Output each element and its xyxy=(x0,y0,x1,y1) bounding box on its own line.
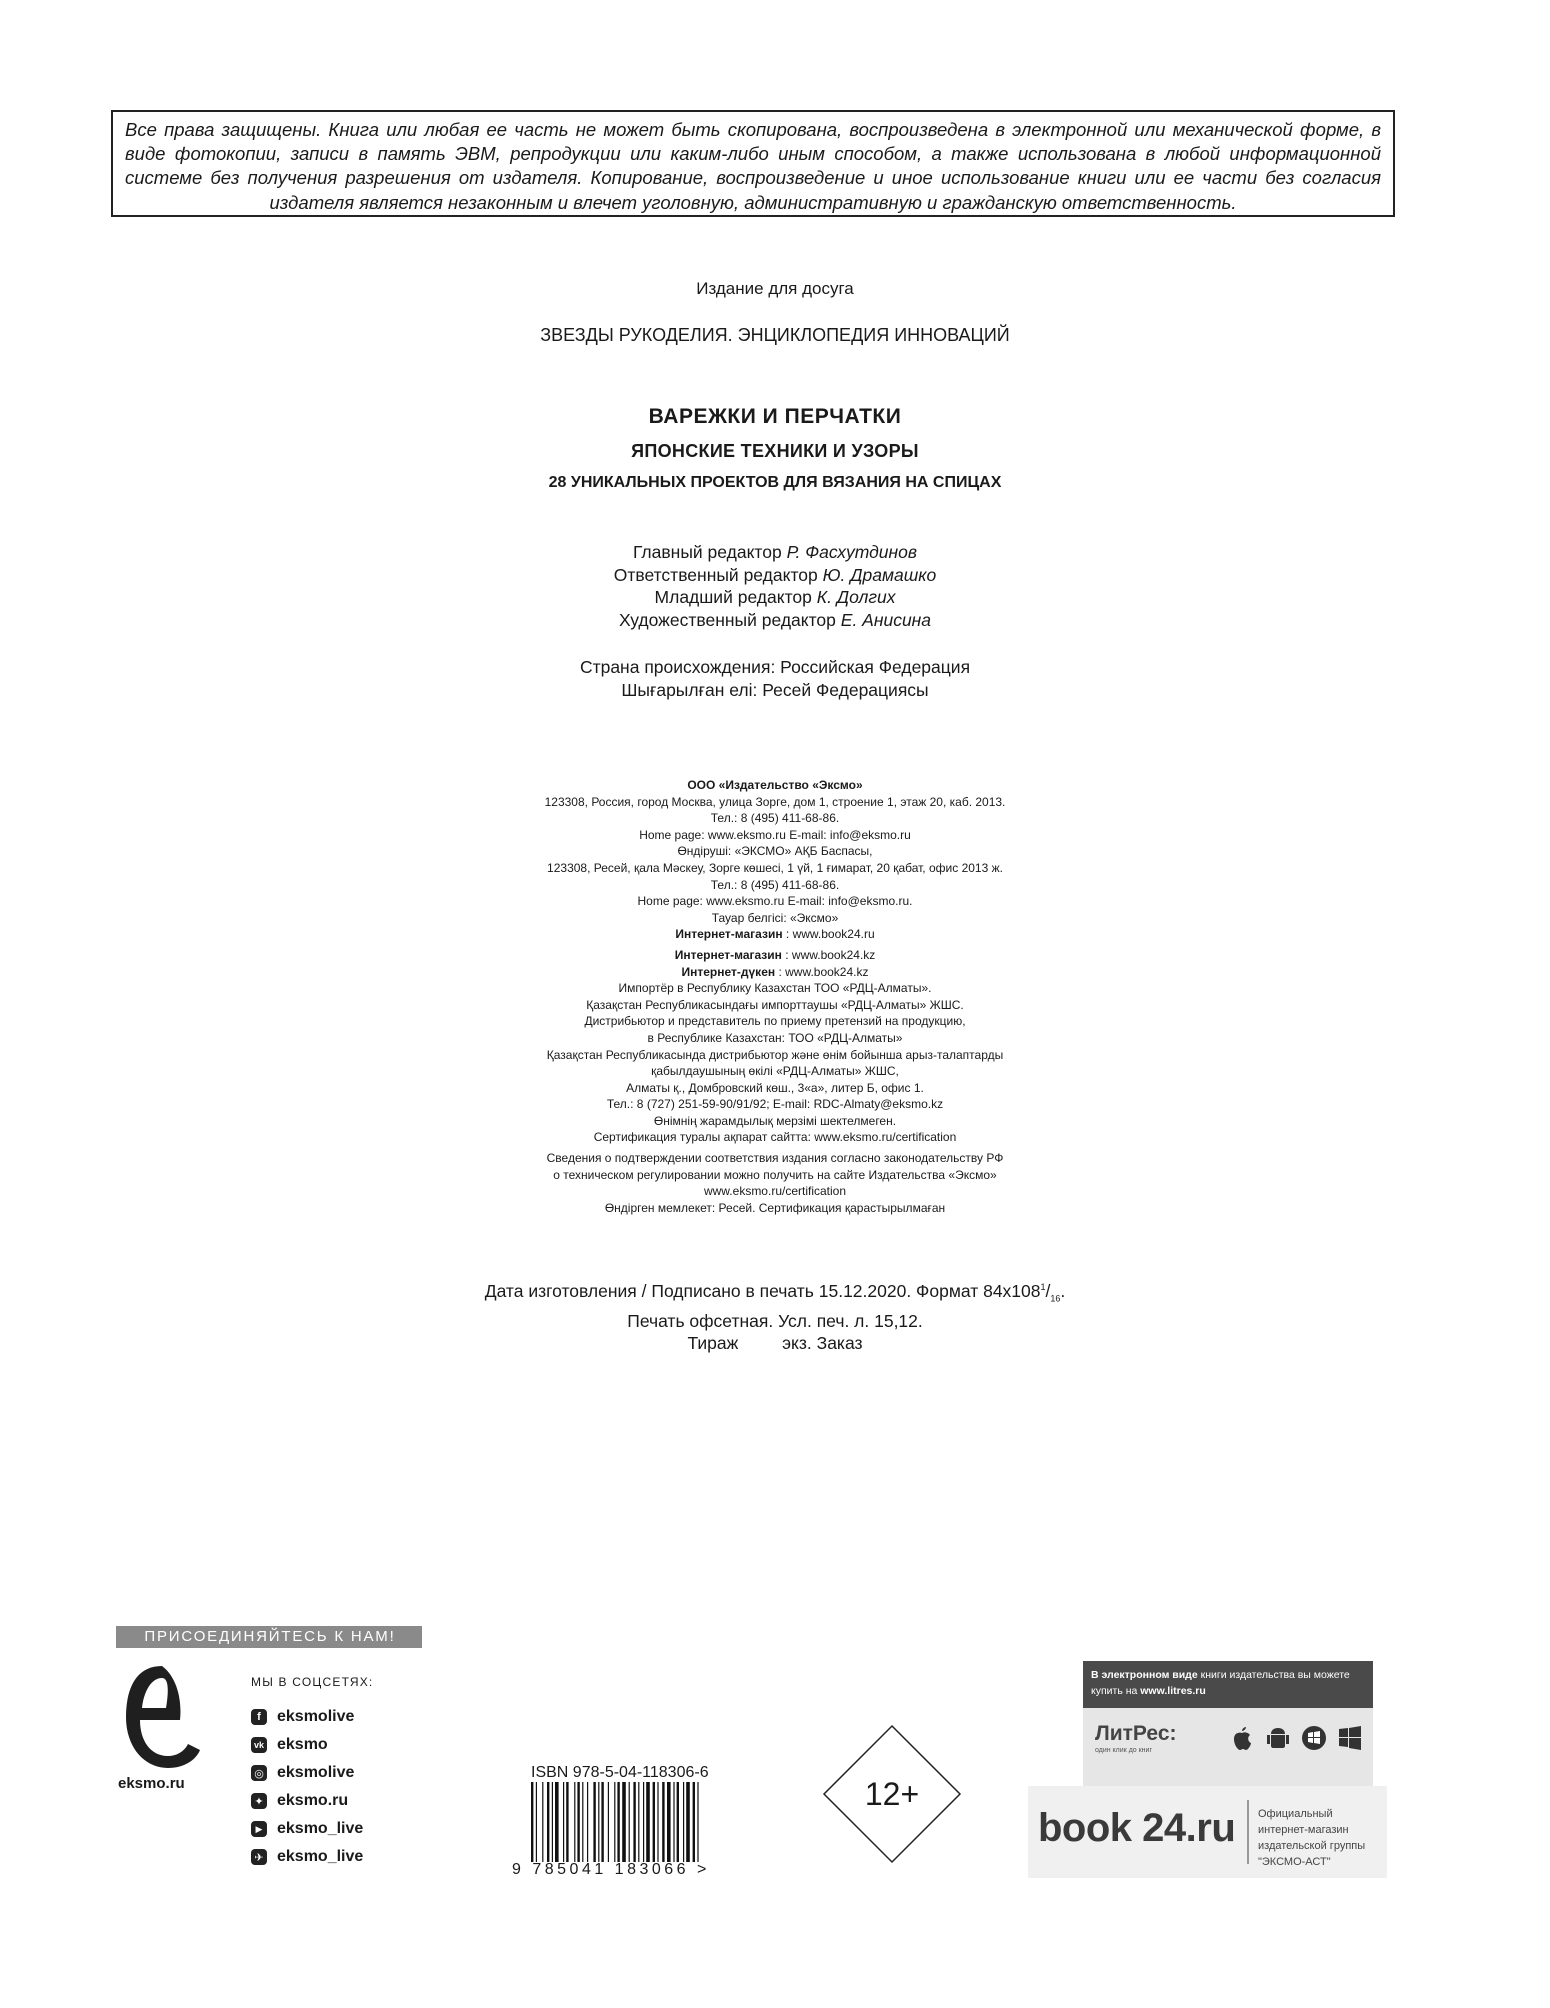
twitter-icon: ✈ xyxy=(251,1849,267,1865)
print-details xyxy=(0,1276,1550,1355)
barcode-bar xyxy=(693,1782,695,1862)
barcode-bar xyxy=(638,1782,639,1862)
facebook-icon: f xyxy=(251,1709,267,1725)
social-link-eksmo-ru[interactable]: ✦ eksmo.ru xyxy=(251,1791,348,1811)
barcode-bar xyxy=(646,1782,650,1862)
barcode-bar xyxy=(542,1782,543,1862)
instagram-icon: ◎ xyxy=(251,1765,267,1781)
edition-type: Издание для досуга xyxy=(696,279,854,298)
barcode-bar xyxy=(547,1782,549,1862)
print-type: Печать офсетная. Усл. печ. л. 15,12. xyxy=(627,1310,923,1331)
imprint-line: Дистрибьютор и представитель по приему претензий на продукцию, xyxy=(584,1014,966,1029)
windows-phone-icon xyxy=(1300,1724,1328,1752)
imprint-shop-kz2: Интернет-дүкен : www.book24.kz xyxy=(681,964,869,979)
imprint-line: Тауар белгісі: «Эксмо» xyxy=(711,910,839,925)
publisher-imprint xyxy=(0,777,1550,1216)
origin-kz: Шығарылған елі: Ресей Федерациясы xyxy=(621,679,929,700)
barcode-bar xyxy=(587,1782,588,1862)
barcode-bar xyxy=(697,1782,698,1862)
windows-icon xyxy=(1336,1724,1364,1752)
social-link-youtube[interactable]: ▶ eksmo_live xyxy=(251,1819,363,1839)
barcode-bar xyxy=(683,1782,684,1862)
imprint-line: Өнімнің жарамдылық мерзімі шектелмеген. xyxy=(653,1113,897,1128)
barcode-bar xyxy=(582,1782,583,1862)
cert-line: www.eksmo.ru/certification xyxy=(703,1184,847,1199)
join-us-banner: ПРИСОЕДИНЯЙТЕСЬ К НАМ! xyxy=(116,1626,422,1648)
book-subtitle: ЯПОНСКИЕ ТЕХНИКИ И УЗОРЫ xyxy=(631,441,919,461)
editors-list xyxy=(0,541,1550,631)
litres-banner: В электронном виде книги издательства вы можете купить на www.litres.ru xyxy=(1083,1661,1373,1708)
barcode-bar xyxy=(617,1782,619,1862)
book-title: ВАРЕЖКИ И ПЕРЧАТКИ xyxy=(648,405,902,428)
barcode-bar xyxy=(629,1782,630,1862)
imprint-line: Қазақстан Республикасындағы импорттаушы «РДЦ-Алматы» ЖШС. xyxy=(586,997,964,1012)
imprint-shop-kz: Интернет-магазин : www.book24.kz xyxy=(674,947,876,962)
book-subtitle-secondary: 28 УНИКАЛЬНЫХ ПРОЕКТОВ ДЛЯ ВЯЗАНИЯ НА СПИЦАХ xyxy=(548,474,1002,491)
imprint-line: в Республике Казахстан: ТОО «РДЦ-Алматы» xyxy=(647,1030,903,1045)
imprint-line: Тел.: 8 (495) 411-68-86. xyxy=(710,811,840,826)
barcode-bar xyxy=(536,1782,537,1862)
imprint-line: Сертификация туралы ақпарат сайтта: www.eksmo.ru/certification xyxy=(593,1130,957,1145)
age-rating: 12+ xyxy=(864,1776,920,1812)
social-link-vk[interactable]: vk eksmo xyxy=(251,1735,328,1755)
barcode-bar xyxy=(531,1782,533,1862)
cert-line: Өндірген мемлекет: Ресей. Сертификация қарастырылмаған xyxy=(604,1200,946,1215)
book24-description: Официальный интернет-магазин издательской группы "ЭКСМО-АСТ" xyxy=(1258,1808,1366,1868)
barcode-bar xyxy=(555,1782,559,1862)
barcode-bar xyxy=(673,1782,674,1862)
barcode-bar xyxy=(633,1782,635,1862)
social-heading: МЫ В СОЦСЕТЯХ: xyxy=(251,1675,374,1689)
imprint-line: 123308, Россия, город Москва, улица Зорге, дом 1, строение 1, этаж 20, каб. 2013. xyxy=(544,794,1006,809)
imprint-line: Home page: www.eksmo.ru E-mail: info@eksmo.ru xyxy=(639,827,911,842)
editor-line: Ответственный редактор Ю. Драмашко xyxy=(613,564,937,585)
book24-logo: book 24.ru xyxy=(1038,1806,1236,1850)
barcode-bar xyxy=(622,1782,626,1862)
barcode-bar xyxy=(574,1782,575,1862)
android-icon xyxy=(1264,1724,1292,1752)
imprint-line: Алматы қ., Домбровский көш., 3«а», литер Б, офис 1. xyxy=(626,1080,924,1095)
editor-line: Главный редактор Р. Фасхутдинов xyxy=(632,542,918,562)
publisher-name: ООО «Издательство «Эксмо» xyxy=(687,778,863,792)
barcode xyxy=(531,1782,745,1862)
social-link-facebook[interactable]: f eksmolive xyxy=(251,1707,354,1727)
social-link-twitter[interactable]: ✈ eksmo_live xyxy=(251,1847,363,1867)
copyright-notice: Все права защищены. Книга или любая ее часть не может быть скопирована, воспроизведена в электронной или механической форме, в виде фотокопии, записи в память ЭВМ, репродукции или каким-либо иным способом, а также использована в любой информационной системе без получения разрешения от издателя. Копирование, воспроизведение и иное использование книги или ее части без согласия издателя является незаконным и влечет уголовную, административную и гражданскую ответственность. xyxy=(111,110,1395,217)
editor-line: Художественный редактор Е. Анисина xyxy=(618,609,932,630)
barcode-bar xyxy=(614,1782,615,1862)
divider xyxy=(1247,1800,1249,1864)
imprint-line: Home page: www.eksmo.ru E-mail: info@eksmo.ru. xyxy=(637,894,913,909)
origin-ru: Страна происхождения: Российская Федерация xyxy=(579,657,971,677)
barcode-bar xyxy=(686,1782,690,1862)
eksmo-logo xyxy=(122,1662,202,1772)
barcode-bar xyxy=(598,1782,599,1862)
imprint-line: Қазақстан Республикасында дистрибьютор және өнім бойынша арыз-талаптарды xyxy=(546,1047,1004,1062)
youtube-icon: ▶ xyxy=(251,1821,267,1837)
editor-line: Младший редактор К. Долгих xyxy=(654,587,896,607)
vk-icon: vk xyxy=(251,1737,267,1753)
country-of-origin xyxy=(0,656,1550,701)
barcode-bar xyxy=(643,1782,644,1862)
imprint-line: қабылдаушының өкілі «РДЦ-Алматы» ЖШС, xyxy=(651,1064,899,1079)
series-name: ЗВЕЗДЫ РУКОДЕЛИЯ. ЭНЦИКЛОПЕДИЯ ИННОВАЦИЙ xyxy=(540,325,1010,345)
eksmo-url[interactable]: eksmo.ru xyxy=(118,1775,185,1792)
barcode-bar xyxy=(563,1782,564,1862)
cert-line: Сведения о подтверждении соответствия издания согласно законодательству РФ xyxy=(546,1151,1004,1166)
barcode-bar xyxy=(653,1782,655,1862)
isbn-number: ISBN 978-5-04-118306-6 xyxy=(531,1764,709,1781)
barcode-bar xyxy=(577,1782,579,1862)
imprint-shop-ru: Интернет-магазин : www.book24.ru xyxy=(675,927,875,942)
social-link-instagram[interactable]: ◎ eksmolive xyxy=(251,1763,354,1783)
barcode-bar xyxy=(593,1782,595,1862)
imprint-line: Тел.: 8 (727) 251-59-90/91/92; E-mail: RDC-Almaty@eksmo.kz xyxy=(606,1097,944,1112)
print-run: Тираж экз. Заказ xyxy=(687,1333,863,1354)
eksmo-ru-icon: ✦ xyxy=(251,1793,267,1809)
barcode-bar xyxy=(677,1782,679,1862)
barcode-bar xyxy=(552,1782,553,1862)
barcode-bar xyxy=(601,1782,603,1862)
apple-icon xyxy=(1228,1724,1256,1752)
imprint-line: Өндіруші: «ЭКСМО» АҚБ Баспасы, xyxy=(677,844,873,859)
barcode-bar xyxy=(657,1782,658,1862)
barcode-digits: 9 785041 183066 > xyxy=(512,1861,710,1878)
barcode-bar xyxy=(566,1782,568,1862)
imprint-line: 123308, Ресей, қала Мәскеу, Зорге көшесі, 1 үй, 1 ғимарат, 20 қабат, офис 2013 ж. xyxy=(547,860,1003,875)
litres-logo: ЛитРес: xyxy=(1095,1722,1177,1745)
barcode-bar xyxy=(662,1782,664,1862)
print-date-format: Дата изготовления / Подписано в печать 15.12.2020. Формат $84x108^1/_{16}$. xyxy=(484,1280,1066,1304)
imprint-line: Тел.: 8 (495) 411-68-86. xyxy=(710,877,840,892)
barcode-bar xyxy=(608,1782,609,1862)
cert-line: о техническом регулировании можно получить на сайте Издательства «Эксмо» xyxy=(553,1167,997,1182)
barcode-bar xyxy=(667,1782,671,1862)
imprint-line: Импортёр в Республику Казахстан ТОО «РДЦ-Алматы». xyxy=(618,981,932,996)
litres-tagline: один клик до книг xyxy=(1095,1747,1153,1754)
